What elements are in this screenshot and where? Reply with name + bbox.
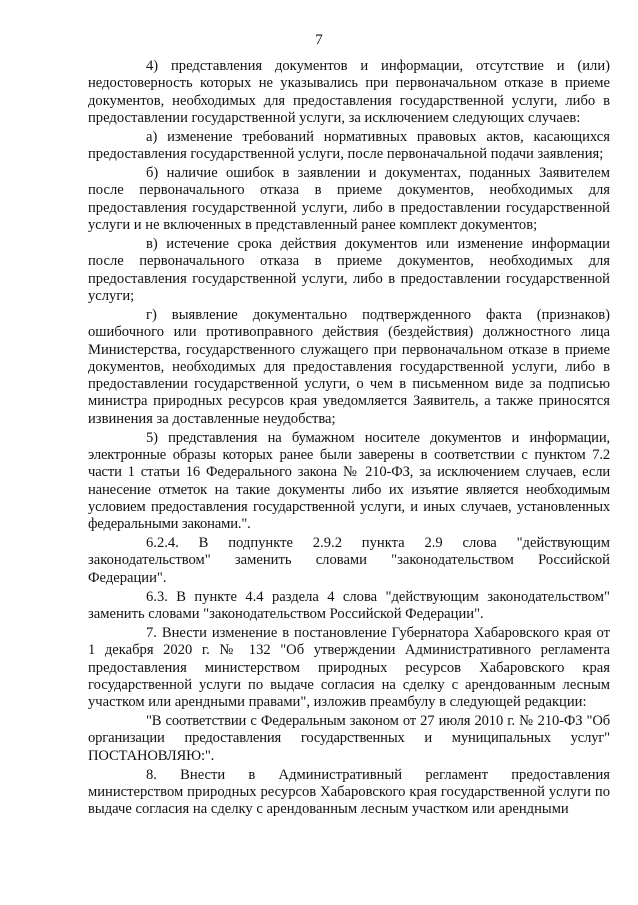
paragraph-6-2-4: 6.2.4. В подпункте 2.9.2 пункта 2.9 слова "действующим законодательством" заменить словами "законодательством Российской Федерации".	[88, 535, 610, 586]
page-number: 7	[315, 32, 323, 48]
paragraph-subitem-a: а) изменение требований нормативных правовых актов, касающихся предоставления государственной услуги, после первоначальной подачи заявления;	[88, 128, 610, 163]
document-body	[88, 58, 610, 820]
paragraph-subitem-v: в) истечение срока действия документов или изменение информации после первоначального отказа в приеме документов, необходимых для предоставления государственной услуги, либо в предоставлении государственной услуги;	[88, 236, 610, 304]
paragraph-subitem-b: б) наличие ошибок в заявлении и документах, поданных Заявителем после первоначального отказа в приеме документов, необходимых для предоставления государственной услуги, либо в предоставлении государственной услуги и не включенных в представленный ранее комплект документов;	[88, 165, 610, 234]
paragraph-6-3: 6.3. В пункте 4.4 раздела 4 слова "действующим законодательством" заменить словами "законодательством Российской Федерации".	[88, 588, 610, 623]
paragraph-8: 8. Внести в Административный регламент предоставления министерством природных ресурсов Хабаровского края государственной услуги по выдаче согласия на сделку с арендованным лесным участком или арендными	[88, 766, 610, 818]
paragraph-7: 7. Внести изменение в постановление Губернатора Хабаровского края от 1 декабря 2020 г. № 132 "Об утверждении Административного регламента предоставления министерством природных ресурсов Хабаровского края государственной услуги по выдаче согласия на сделку с арендованным лесным участком или арендными правами", изложив преамбулу в следующей редакции:	[88, 625, 610, 711]
paragraph-item-5: 5) представления на бумажном носителе документов и информации, электронные образы которых ранее были заверены в соответствии с пунктом 7.2 части 1 статьи 16 Федерального закона № 210-ФЗ, за исключением случаев, если нанесение отметок на такие документы либо их изъятие является необходимым условием предоставления государственной услуги, и иных случаев, установленных федеральными законами.".	[88, 429, 610, 533]
paragraph-item-4: 4) представления документов и информации, отсутствие и (или) недостоверность которых не указывались при первоначальном отказе в приеме документов, необходимых для предоставления государственной услуги, либо в предоставлении государственной услуги, за исключением следующих случаев:	[88, 58, 610, 126]
paragraph-preamble-quote: "В соответствии с Федеральным законом от 27 июля 2010 г. № 210-ФЗ "Об организации предоставления государственных и муниципальных услуг" ПОСТАНОВЛЯЮ:".	[88, 713, 610, 764]
paragraph-subitem-g: г) выявление документально подтвержденного факта (признаков) ошибочного или противоправного действия (бездействия) должностного лица Министерства, государственного служащего при первоначальном отказе в приеме документов, необходимых для предоставления государственной услуги, либо в предоставлении государственной услуги, о чем в письменном виде за подписью министра природных ресурсов края уведомляется Заявитель, а также приносятся извинения за доставленные неудобства;	[88, 306, 610, 427]
